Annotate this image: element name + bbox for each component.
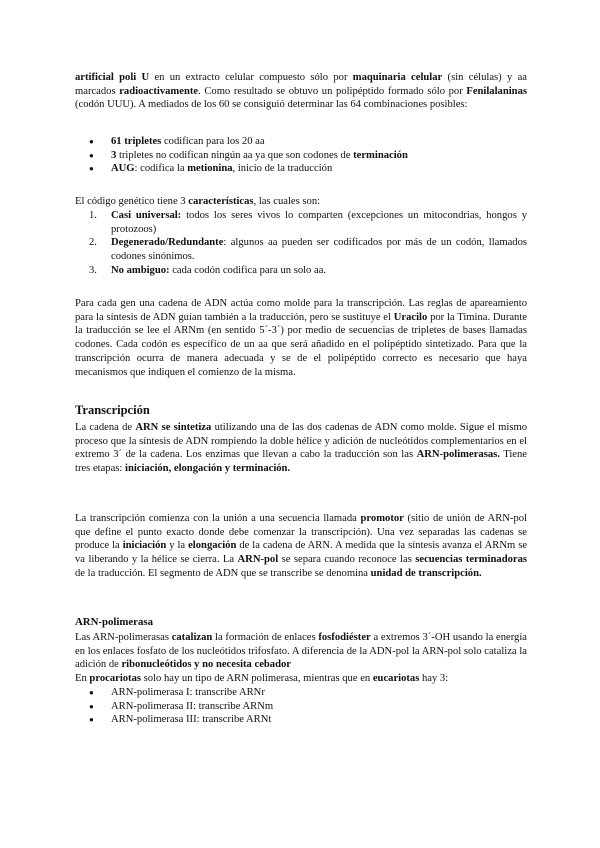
text-run: tripletes no codifican ningún aa ya que son codones de bbox=[116, 149, 354, 161]
text-run: . Como resultado se obtuvo un polipéptido formado sólo por bbox=[198, 85, 467, 97]
text-run: en un extracto celular compuesto sólo por bbox=[149, 72, 353, 83]
bold-text: ARN-pol bbox=[237, 554, 279, 566]
list-item bbox=[75, 236, 527, 263]
text-run: hay 3: bbox=[419, 673, 449, 684]
text-run: El código genético tiene 3 bbox=[75, 196, 189, 207]
bold-text: ARN se sintetiza bbox=[135, 422, 212, 433]
text-run: la formación de enlaces bbox=[212, 632, 319, 643]
text-run: utilizando una de las dos cadenas de ADN como molde. Sigue el mismo proceso que la síntesis de ADN rompiendo la doble hélice y adición de nucleótidos complementarios en el extremo 3´ de la cadena. Los enzimas que llevan a cabo la traducción son las bbox=[75, 422, 527, 461]
list-item-text bbox=[111, 150, 408, 161]
text-run: ARN-polimerasa III: transcribe ARNt bbox=[111, 714, 272, 726]
list-number: 1. bbox=[89, 210, 97, 221]
text-run: de la traducción. El segmento de ADN que se transcribe se denomina bbox=[75, 567, 371, 579]
text-run: Tiene tres etapas: bbox=[75, 449, 527, 475]
bold-text: catalizan bbox=[171, 632, 213, 643]
paragraph-arn-polimerasas bbox=[75, 631, 527, 672]
bold-text: Casi universal: bbox=[111, 210, 182, 221]
list-item-text bbox=[111, 210, 527, 235]
bullet-icon: ● bbox=[89, 701, 94, 711]
paragraph-poli-u bbox=[75, 71, 527, 112]
bold-text: eucariotas bbox=[372, 673, 420, 684]
paragraph-promotor bbox=[75, 512, 527, 581]
caracteristicas-numbered-list bbox=[75, 209, 527, 278]
text-run: y la bbox=[166, 540, 189, 552]
heading-arn-polimerasa: ARN-polimerasa bbox=[75, 616, 153, 628]
list-item bbox=[75, 713, 527, 727]
bold-text: características bbox=[188, 196, 254, 207]
text-run: a extremos 3´-OH usando la energía en los enlaces fosfato de los nucleótidos trifosfato. A diferencia de la ADN-pol la ARN-pol solo cataliza la adición de bbox=[75, 632, 527, 671]
bold-text: metionina bbox=[187, 163, 233, 175]
text-run: , inicio de la traducción bbox=[232, 163, 333, 175]
list-item-text bbox=[111, 714, 271, 725]
list-item-text bbox=[111, 265, 326, 276]
text-run: ARN-polimerasa I: transcribe ARNr bbox=[111, 687, 265, 698]
bullet-icon: ● bbox=[89, 137, 94, 146]
text-run: todos los seres vivos lo comparten (excepciones un mitocondrias, hongos y protozoos) bbox=[111, 210, 527, 235]
bullet-icon: ● bbox=[89, 688, 94, 697]
list-item-text bbox=[111, 687, 265, 698]
bold-text: maquinaria celular bbox=[352, 72, 443, 83]
list-number: 3. bbox=[89, 264, 97, 276]
text-run: La transcripción comienza con la unión a una secuencia llamada bbox=[75, 513, 361, 524]
bullet-icon: ● bbox=[89, 715, 94, 725]
text-run: cada codón codifica para un solo aa. bbox=[169, 264, 327, 276]
list-item bbox=[75, 264, 527, 278]
text-run: se separa cuando reconoce las bbox=[278, 554, 416, 566]
list-item bbox=[75, 209, 527, 236]
heading-transcripcion: Transcripción bbox=[75, 403, 150, 417]
bold-text: unidad de transcripción. bbox=[370, 567, 482, 579]
polimerasa-bullet-list bbox=[75, 686, 527, 727]
bold-text: ribonucleótidos y no necesita cebador bbox=[121, 659, 291, 671]
bold-text: 3 bbox=[111, 149, 117, 161]
bold-text: fosfodiéster bbox=[318, 632, 371, 643]
paragraph-procariotas-eucariotas bbox=[75, 672, 527, 686]
bold-text: ARN-polimerasas. bbox=[416, 449, 500, 461]
list-number: 2. bbox=[89, 237, 97, 249]
paragraph-caracteristicas-intro bbox=[75, 195, 527, 209]
list-item-text bbox=[111, 136, 265, 147]
bold-text: elongación bbox=[188, 540, 237, 552]
bold-text: secuencias terminadoras bbox=[415, 554, 527, 566]
list-item-text bbox=[111, 237, 527, 262]
text-run: Para cada gen una cadena de ADN actúa como molde para la transcripción. Las reglas de apareamiento para la síntesis de ADN guían también a la traducción, pero se sustituye el bbox=[75, 298, 527, 323]
text-run: solo hay un tipo de ARN polimerasa, mientras que en bbox=[141, 673, 373, 684]
bold-text: 61 tripletes bbox=[111, 136, 162, 147]
list-item bbox=[75, 135, 527, 149]
bold-text: radioactivamente bbox=[119, 85, 199, 97]
text-run: : algunos aa pueden ser codificados por más de un codón, llamados codones sinónimos. bbox=[111, 237, 527, 263]
bold-text: procariotas bbox=[89, 673, 142, 684]
text-run: (sitio de unión de ARN-pol que define el punto exacto donde debe comenzar la transcripción). Una vez separadas las cadenas se produce la bbox=[75, 513, 527, 552]
paragraph-codones bbox=[75, 297, 527, 379]
bullet-icon: ● bbox=[89, 164, 94, 174]
text-run: ARN-polimerasa II: transcribe ARNm bbox=[111, 700, 274, 712]
list-item bbox=[75, 686, 527, 700]
text-run: (codón UUU). A mediados de los 60 se consiguió determinar las 64 combinaciones posibles: bbox=[75, 99, 468, 111]
text-run: , las cuales son: bbox=[253, 196, 321, 207]
text-run: (sin células) y aa marcados bbox=[75, 72, 527, 97]
text-run: Las ARN-polimerasas bbox=[75, 632, 172, 643]
text-run: codifican para los 20 aa bbox=[161, 136, 265, 147]
list-item bbox=[75, 149, 527, 163]
paragraph-sintesis-arn bbox=[75, 421, 527, 476]
bold-text: AUG bbox=[111, 163, 135, 175]
bold-text: iniciación, elongación y terminación. bbox=[125, 463, 291, 475]
bullet-icon: ● bbox=[89, 150, 94, 160]
bold-text: Degenerado/Redundante bbox=[111, 237, 224, 249]
bold-text: promotor bbox=[360, 513, 404, 524]
bold-text: Fenilalaninas bbox=[466, 85, 527, 97]
bold-text: iniciación bbox=[122, 540, 167, 552]
bold-text: Uracilo bbox=[393, 311, 428, 323]
bold-text: terminación bbox=[353, 149, 408, 161]
text-run: de la cadena de ARN. A medida que la síntesis avanza el ARNm se va liberando y la hélice se cierra. La bbox=[75, 540, 528, 566]
text-run: La cadena de bbox=[75, 422, 136, 433]
list-item-text bbox=[111, 701, 273, 712]
list-item bbox=[75, 162, 527, 176]
text-run: por la Timina. Durante la traducción se lee el ARNm (en sentido 5´-3´) por medio de secuencias de tripletes de bases llamadas codones. Cada codón es específico de un aa que será añadido en el polipéptido sintetizado. Para que la transcripción ocurra de manera adecuada y se de el polipéptido correcto es necesario que haya mecanismos que indiquen el comienzo de la misma. bbox=[75, 311, 527, 378]
text-run: En bbox=[75, 673, 90, 684]
bold-text: No ambiguo: bbox=[111, 264, 170, 276]
list-item bbox=[75, 700, 527, 714]
text-run: : codifica la bbox=[134, 163, 188, 175]
list-item-text bbox=[111, 163, 332, 174]
bold-text: artificial poli U bbox=[75, 72, 150, 83]
codon-bullet-list bbox=[75, 135, 527, 176]
